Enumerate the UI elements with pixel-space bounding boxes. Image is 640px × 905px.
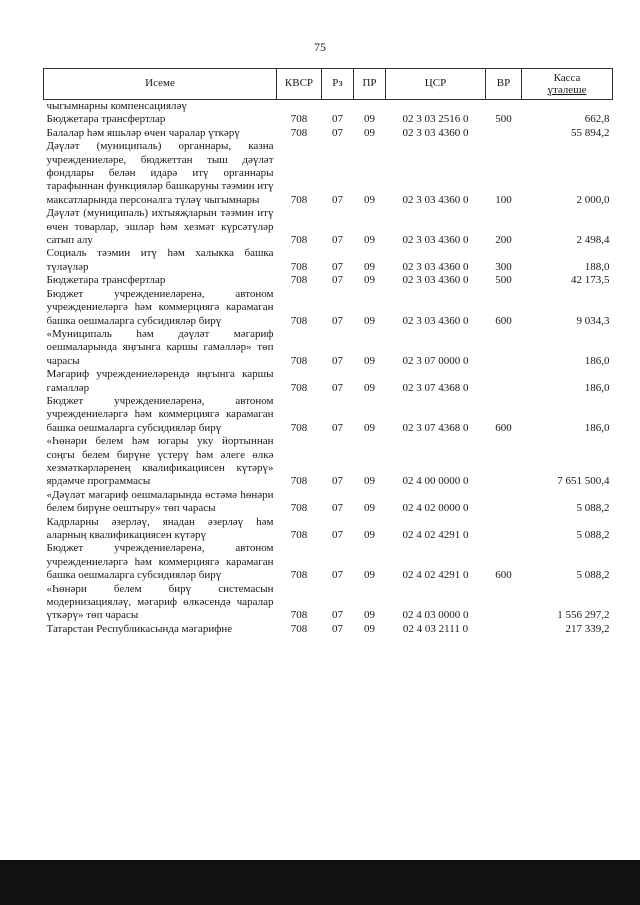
- cell-vr: [486, 583, 522, 623]
- cell-pr: 09: [364, 609, 375, 622]
- cell-name: «Муниципаль һәм дәүләт мәгариф оешмаларында яңгынга каршы гамәлләр» төп чарасы: [46, 327, 274, 367]
- cell-kvsr: 708: [290, 609, 308, 622]
- cell-rz: 07: [332, 609, 343, 622]
- cell-kvsr: 708: [290, 502, 308, 515]
- cell-kvsr: 708: [290, 260, 308, 273]
- cell-kvsr: 708: [290, 381, 308, 394]
- table-header: [44, 69, 613, 100]
- cell-csr: 02 3 03 4360 0: [402, 234, 469, 247]
- cell-pr: 09: [364, 475, 375, 488]
- column-header-kassa: [522, 69, 613, 100]
- cell-pr: 09: [364, 529, 375, 541]
- cell-csr: 02 3 03 4360 0: [402, 193, 469, 206]
- scan-bottom-edge: [0, 860, 640, 905]
- cell-amount: 1 556 297,2: [557, 609, 610, 622]
- cell-csr: 02 3 03 4360 0: [402, 314, 469, 327]
- cell-rz: 07: [332, 354, 343, 367]
- cell-vr: 100: [495, 193, 512, 206]
- cell-amount: 9 034,3: [576, 314, 610, 327]
- cell-amount: 55 894,2: [571, 126, 610, 139]
- cell-amount: [522, 100, 613, 114]
- cell-name: Бюджетара трансфертлар: [46, 274, 166, 287]
- table-row: [44, 435, 613, 489]
- cell-rz: 07: [332, 260, 343, 273]
- cell-csr: 02 3 07 0000 0: [402, 354, 469, 367]
- column-header-kvsr: КВСР: [277, 69, 322, 100]
- table-row: [44, 623, 613, 636]
- column-header-vr: ВР: [486, 69, 522, 100]
- cell-kvsr: 708: [290, 234, 308, 247]
- cell-pr: 09: [364, 381, 375, 394]
- cell-name: Балалар һәм яшьләр өчен чаралар үткәрү: [46, 126, 240, 139]
- cell-amount: 2 498,4: [576, 234, 610, 247]
- cell-amount: 186,0: [584, 354, 610, 367]
- cell-pr: 09: [364, 113, 375, 126]
- cell-csr: 02 3 03 2516 0: [402, 113, 469, 126]
- cell-vr: [486, 435, 522, 489]
- cell-kvsr: 708: [290, 314, 308, 327]
- cell-amount: 5 088,2: [576, 502, 610, 515]
- cell-amount: 2 000,0: [576, 193, 610, 206]
- cell-pr: 09: [364, 126, 375, 139]
- table-row: [44, 247, 613, 274]
- cell-amount: 662,8: [584, 113, 610, 126]
- cell-vr: [486, 100, 522, 114]
- cell-pr: 09: [364, 260, 375, 273]
- column-header-pr: ПР: [354, 69, 386, 100]
- cell-rz: 07: [332, 314, 343, 327]
- cell-rz: 07: [332, 421, 343, 434]
- table-row: [44, 140, 613, 207]
- cell-vr: [486, 489, 522, 516]
- cell-kvsr: 708: [290, 113, 308, 126]
- cell-vr: [486, 368, 522, 395]
- cell-amount: 188,0: [584, 260, 610, 273]
- cell-name: чыгымнарны компенсацияләү: [46, 100, 187, 112]
- cell-rz: 07: [332, 569, 343, 582]
- cell-name: «Дәүләт мәгариф оешмаларында өстәмә һөнәри белем бирүне оештыру» төп чарасы: [46, 488, 274, 515]
- budget-table: [43, 68, 613, 636]
- cell-pr: 09: [364, 502, 375, 515]
- cell-vr: [486, 516, 522, 543]
- cell-rz: 07: [332, 502, 343, 515]
- cell-vr: 600: [495, 314, 512, 327]
- cell-name: Дәүләт (муниципаль) органнары, казна учреждениеләре, бюджеттан тыш дәүләт фондлары белән идарә итү органнары тарафыннан функцияләр башкаруны тәэмин итү максатларында персоналга түләү чыгымнары: [46, 140, 274, 206]
- cell-name: Дәүләт (муниципаль) ихтыяҗларын тәэмин итү өчен товарлар, эшләр һәм хезмәт күрсәтүләр сатып алу: [46, 207, 274, 247]
- cell-amount: 217 339,2: [565, 622, 610, 635]
- cell-rz: 07: [332, 274, 343, 287]
- cell-csr: 02 3 03 4360 0: [402, 274, 469, 287]
- cell-kvsr: [277, 100, 322, 114]
- cell-kvsr: 708: [290, 126, 308, 139]
- cell-name: Бюджет учреждениеләренә, автоном учреждениеләргә һәм коммерциягә карамаган башка оешмаларга субсидияләр бирү: [46, 542, 274, 582]
- cell-name: «Һөнәри белем бирү системасын модернизацияләү, мәгариф өлкәсендә чаралар үткәрү» төп чарасы: [46, 582, 274, 622]
- cell-vr: [486, 127, 522, 140]
- cell-vr: 600: [495, 569, 512, 582]
- cell-vr: [486, 623, 522, 636]
- cell-pr: 09: [364, 421, 375, 434]
- cell-amount: 186,0: [584, 381, 610, 394]
- cell-rz: 07: [332, 622, 343, 635]
- column-header-rz: Рз: [322, 69, 354, 100]
- cell-csr: 02 3 03 4360 0: [402, 260, 469, 273]
- cell-name: Кадрларны әзерләү, янадан әзерләү һәм аларның квалификациясен күтәрү: [46, 515, 274, 541]
- cell-rz: 07: [332, 113, 343, 126]
- cell-csr: 02 4 02 0000 0: [402, 502, 469, 515]
- cell-name: Мәгариф учреждениеләрендә яңгынга каршы гамәлләр: [46, 368, 274, 394]
- cell-pr: 09: [364, 354, 375, 367]
- table-row: [44, 542, 613, 582]
- cell-vr: 200: [495, 234, 512, 247]
- table-row: [44, 328, 613, 368]
- cell-pr: 09: [364, 314, 375, 327]
- table-row: [44, 274, 613, 287]
- cell-name: Бюджет учреждениеләренә, автоном учреждениеләргә һәм коммерциягә карамаган башка оешмаларга субсидияләр бирү: [46, 394, 274, 434]
- cell-rz: 07: [332, 193, 343, 206]
- cell-rz: 07: [332, 381, 343, 394]
- cell-vr: 500: [495, 113, 512, 126]
- cell-pr: [354, 100, 386, 114]
- cell-amount: 7 651 500,4: [557, 475, 610, 488]
- cell-rz: 07: [332, 529, 343, 541]
- table-row: [44, 395, 613, 435]
- cell-csr: 02 4 03 2111 0: [402, 622, 469, 635]
- cell-pr: 09: [364, 274, 375, 287]
- cell-rz: 07: [332, 234, 343, 247]
- cell-kvsr: 708: [290, 569, 308, 582]
- table-body: [44, 100, 613, 637]
- table-row: [44, 516, 613, 543]
- table-row: [44, 207, 613, 247]
- cell-name: «Һөнәри белем һәм югары уку йортыннан соңгы белем бирүне үстерү һәм әлеге өлкә хезмәткәрләренең квалификациясен күтәрү» ярдәмче программасы: [46, 435, 274, 488]
- cell-kvsr: 708: [290, 475, 308, 488]
- cell-vr: [486, 328, 522, 368]
- table-row: [44, 288, 613, 328]
- cell-csr: [386, 100, 486, 114]
- cell-pr: 09: [364, 193, 375, 206]
- cell-rz: 07: [332, 475, 343, 488]
- table-row: [44, 368, 613, 395]
- cell-kvsr: 708: [290, 354, 308, 367]
- cell-amount: 42 173,5: [571, 274, 610, 287]
- cell-csr: 02 4 02 4291 0: [402, 529, 469, 541]
- cell-pr: 09: [364, 622, 375, 635]
- cell-rz: [322, 100, 354, 114]
- cell-kvsr: 708: [290, 421, 308, 434]
- cell-kvsr: 708: [290, 274, 308, 287]
- cell-csr: 02 4 02 4291 0: [402, 569, 469, 582]
- table-row: [44, 100, 613, 114]
- table-row: [44, 489, 613, 516]
- cell-name: Бюджет учреждениеләренә, автоном учреждениеләргә һәм коммерциягә карамаган башка оешмаларга субсидияләр бирү: [46, 287, 274, 327]
- cell-csr: 02 3 07 4368 0: [402, 381, 469, 394]
- table-row: [44, 127, 613, 140]
- cell-amount: 5 088,2: [576, 529, 610, 541]
- cell-name: Татарстан Республикасында мәгарифне: [46, 622, 233, 635]
- kassa-header-line2: үтәлеше: [547, 84, 587, 96]
- cell-csr: 02 4 03 0000 0: [402, 609, 469, 622]
- cell-kvsr: 708: [290, 193, 308, 206]
- cell-name: Социаль тәэмин итү һәм халыкка башка түләүләр: [46, 247, 274, 273]
- cell-vr: 600: [495, 421, 512, 434]
- cell-pr: 09: [364, 569, 375, 582]
- cell-vr: 300: [495, 260, 512, 273]
- cell-amount: 186,0: [584, 421, 610, 434]
- table-row: [44, 113, 613, 126]
- column-header-name: Исеме: [44, 69, 277, 100]
- column-header-csr: ЦСР: [386, 69, 486, 100]
- table-row: [44, 583, 613, 623]
- cell-rz: 07: [332, 126, 343, 139]
- cell-vr: 500: [495, 274, 512, 287]
- cell-csr: 02 3 03 4360 0: [402, 126, 469, 139]
- cell-kvsr: 708: [290, 529, 308, 541]
- kassa-header-line1: Касса: [553, 72, 581, 84]
- page-number: 75: [314, 40, 326, 54]
- cell-name: Бюджетара трансфертлар: [46, 113, 166, 126]
- cell-csr: 02 4 00 0000 0: [402, 475, 469, 488]
- cell-pr: 09: [364, 234, 375, 247]
- cell-kvsr: 708: [290, 622, 308, 635]
- cell-amount: 5 088,2: [576, 569, 610, 582]
- cell-csr: 02 3 07 4368 0: [402, 421, 469, 434]
